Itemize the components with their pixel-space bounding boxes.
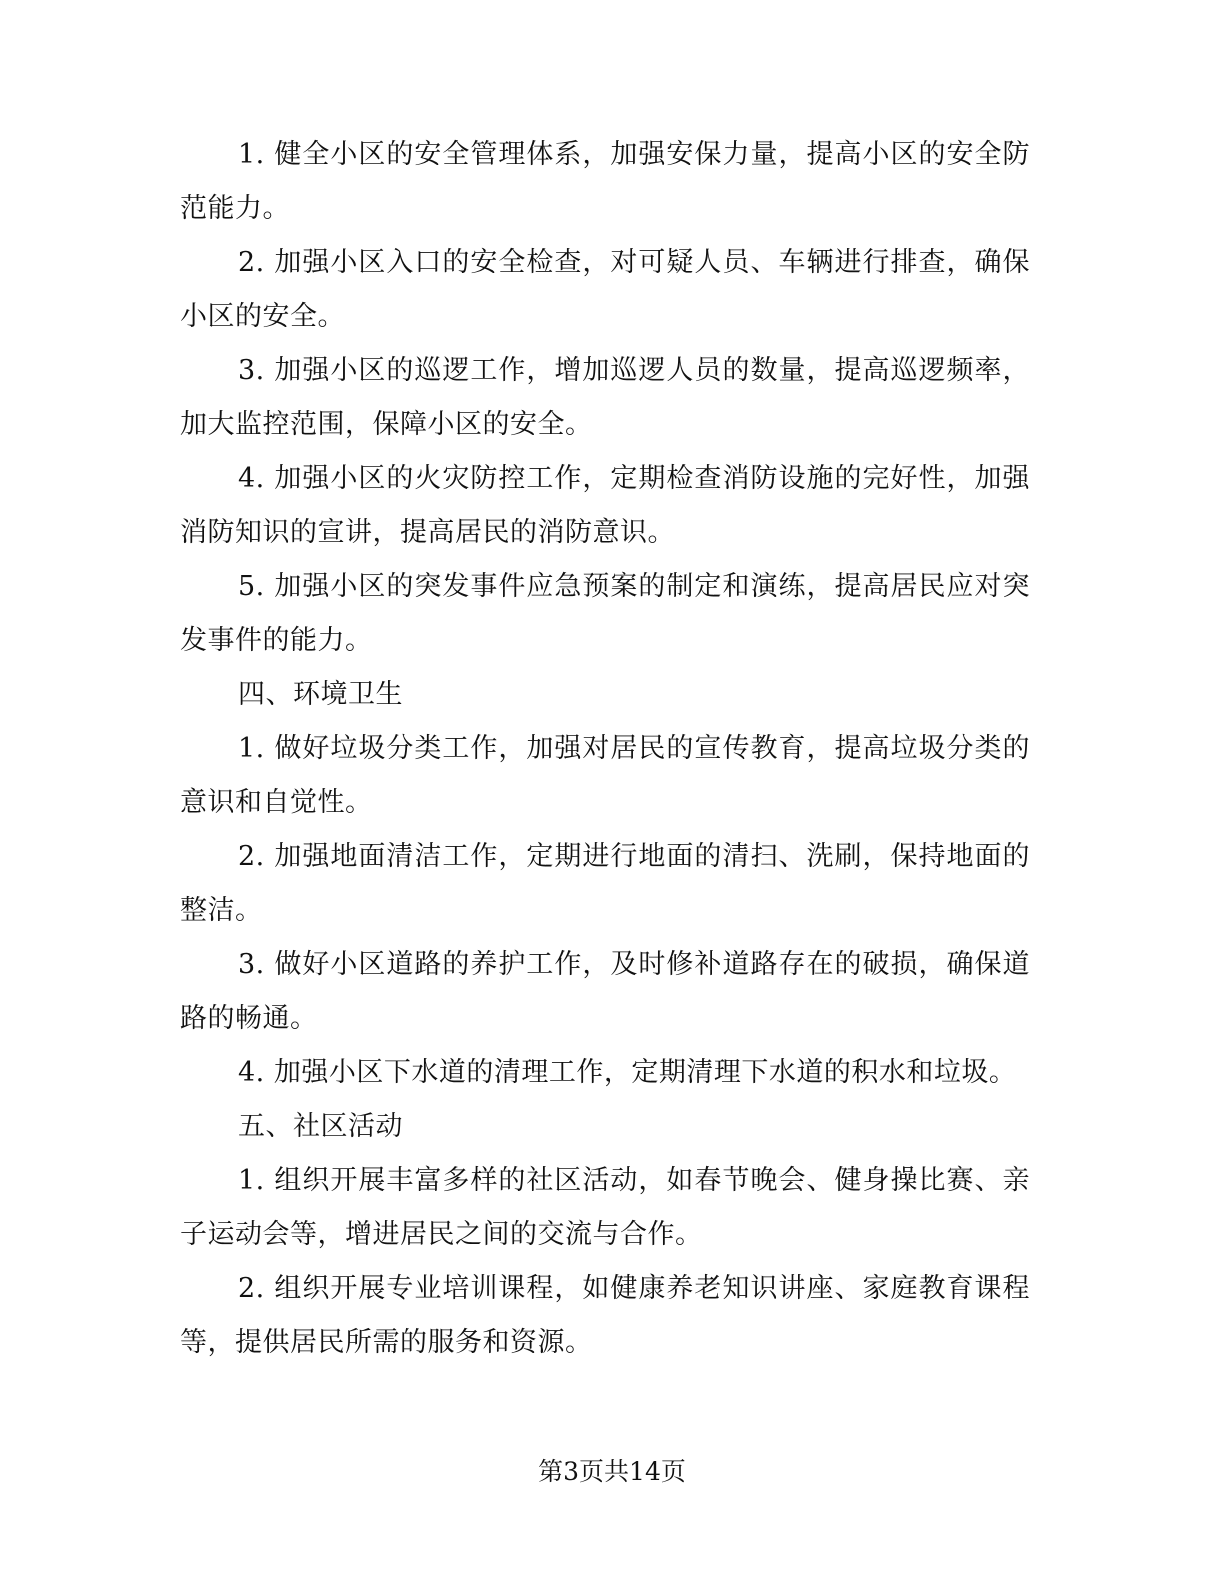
community-item-2: 2. 组织开展专业培训课程，如健康养老知识讲座、家庭教育课程等，提供居民所需的服务和资源。 bbox=[180, 1273, 1030, 1358]
document-body bbox=[180, 128, 1030, 1370]
security-item-5: 5. 加强小区的突发事件应急预案的制定和演练，提高居民应对突发事件的能力。 bbox=[180, 571, 1030, 656]
community-item-1: 1. 组织开展丰富多样的社区活动，如春节晚会、健身操比赛、亲子运动会等，增进居民之间的交流与合作。 bbox=[180, 1165, 1030, 1250]
section-heading-community: 五、社区活动 bbox=[238, 1111, 403, 1142]
environment-item-3: 3. 做好小区道路的养护工作，及时修补道路存在的破损，确保道路的畅通。 bbox=[180, 949, 1030, 1034]
environment-item-4: 4. 加强小区下水道的清理工作，定期清理下水道的积水和垃圾。 bbox=[238, 1057, 1017, 1088]
environment-item-2: 2. 加强地面清洁工作，定期进行地面的清扫、洗刷，保持地面的整洁。 bbox=[180, 841, 1030, 926]
section-heading-environment: 四、环境卫生 bbox=[238, 679, 403, 710]
environment-item-1: 1. 做好垃圾分类工作，加强对居民的宣传教育，提高垃圾分类的意识和自觉性。 bbox=[180, 733, 1030, 818]
security-item-3: 3. 加强小区的巡逻工作，增加巡逻人员的数量，提高巡逻频率，加大监控范围，保障小区的安全。 bbox=[180, 355, 1030, 440]
security-item-4: 4. 加强小区的火灾防控工作，定期检查消防设施的完好性，加强消防知识的宣讲，提高居民的消防意识。 bbox=[180, 463, 1030, 548]
security-item-1: 1. 健全小区的安全管理体系，加强安保力量，提高小区的安全防范能力。 bbox=[180, 139, 1030, 224]
page-number-footer: 第3页共14页 bbox=[538, 1457, 686, 1486]
security-item-2: 2. 加强小区入口的安全检查，对可疑人员、车辆进行排查，确保小区的安全。 bbox=[180, 247, 1030, 332]
